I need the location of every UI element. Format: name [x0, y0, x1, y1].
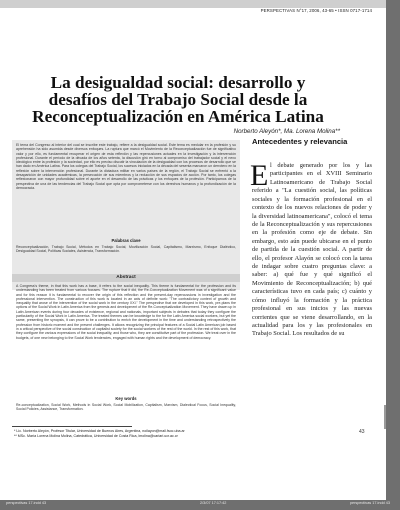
keywords-es-text: Reconceptualización, Trabajo Social, Métodos en Trabajo Social, Movilización Social, Capitalismo, Marxismo, Enfoque Dialéctico, Desigualdad Social, Políticas Sociales, Asistencia, Transformación. [16, 245, 236, 254]
slug-left: perspectivas 17.indd 43 [6, 501, 47, 505]
section-heading: Antecedentes y relevancia [252, 137, 348, 146]
abstract-label: Abstract [12, 274, 240, 282]
drop-cap: E [250, 159, 269, 192]
running-header: PERSPECTIVAS N°17, 2006, 43-65 • ISSN 0717-1714 [260, 8, 372, 13]
footnotes [14, 429, 236, 438]
section-body [250, 159, 372, 339]
footnote-1: * Lic. Norberto Aleyón, Profesor Titular, Universidad de Buenos Aires, Argentina, noilayon@mail.fsoc.uba.ar [14, 429, 185, 433]
section-body-text: l debate generado por los y las participantes en el XVIII Seminario Latinoamericano de Trabajo Social referido a "La cuestión social, las políticas sociales y la formación profesional en el contexto de los nuevos relaciones de poder y la diversidad latinoamericana", colocó el tema de la Reconceptualización y sus repercusiones en la profesión como eje de debate. Sin embargo, esto aún puede ubicarse en el punto de partida de la cuestión social. A partir de ello, el profesor Alayón se colocó con la tarea de indagar sobre cuatro preguntas clave: a saber: a) qué fue y qué significó el Movimiento de Reconceptualización; b) qué características tuvo en cada país; c) cuánto y cómo influyó la formación y la práctica profesional en sus inicios y las nuevas corrientes que se viene desarrollando, en la actualidad para los y las profesionales en Trabajo Social. Los resultados de su [252, 162, 372, 338]
header-bar [0, 0, 386, 8]
keywords-es-label: Palabras clave [111, 238, 141, 243]
article-title: La desigualdad social: desarrollo y desafíos del Trabajo Social desde la Reconceptualización en América Latina [32, 73, 324, 126]
page-number: 43 [359, 429, 365, 435]
slug-right: perspectivas 17.indd 43 [349, 501, 390, 505]
article-authors: Norberto Aleyón*, Ma. Lorena Molina** [233, 128, 340, 135]
footnote-2: ** MSc. María Lorena Molina Molina, Catedrática, Universidad de Costa Rica, lmolina@cariari.ucr.ac.cr [14, 433, 178, 438]
page-edge-tab [384, 405, 386, 429]
resumen-text: El tema del Congreso al interior del cual se inscribe este trabajo, refiere a la desigualdad social. Este tema es medular en la profesión y su aprehensión ha sido asumida desde diversos enfoques. La ruptura que marcó el Movimiento de la Reconceptualización fue de significativo valor y por ello, es fundamental recuperar el origen de esta reflexión y las repercusiones actuales en la investigación y la intervención profesional. Durante el período de la década de los años setenta, la discusión giró en torno al compromiso del trabajador social y el nexo ideológico entre la profesión y la sociedad, por ello es preciso discutir la vinculación de la desigualdad con los procesos de desarrollo que se han dado en América Latina. Para los colegas del Trabajo Social, los sucesos iniciados en la década del sesenta marcaron un derrotero en la reflexión sobre la intervención profesional. Durante la dictadura militar en varios países de la región, el Trabajo Social se enfrentó a la desaparición de unidades académicas, la persecución de sus miembros y la reducción de sus espacios de acción. Por tanto, los colegas reflexionaron con mayor profundidad sobre el aporte en el desarrollo de las prácticas y los enfoques de la profesión. Participamos de la perspectiva de una de las tendencias del Trabajo Social que opta por comprometerse con los derechos humanos y la profundización de la democracia. [16, 143, 236, 190]
abstract-text: A Congress's theme, in that this work has a base, it refers to the social inequality. This theme is fundamental for the profession and its understanding has been treated from various focuses. The rupture that it did, the Re-Conceptualization Movement was of a significant value and for this reason it is fundamental to recover the origin of this reflection and the present-day repercussions in investigation and the professional intervention. The construction of this work is located in an axis of definite work: "The contradictory context of growth and inequality that arose of the intervention of the social work in the century XXI." The perspective that we developed in this work, pre-plans the options of the Social Work in Latin America from the genesis and development of the Re-Conceptualization Movement. They have drawn up in Latin American events during four decades of existence, regional and nationals, important subjects in debates that today they configure the particularity of the Social Work in Latin America. The treated themes can be knowledge to the for the Latin America social workers, but yet the same, presenting the synopsis, it can prove to be a contribution to enrich the development in the time and understanding retrospectively the profession from historic moment and the present challenges. It allows recognizing the principal features of a Social Latin American job based in a critical perspective of the social construction of capitalist society for the social workers of the rest of the world. In the rest of this work, that they configure the various expressions of the social inequality, and those who, they are constitutive part of the profession. We treat over in the budgets, of one new belonging to the Social Work tendencies, engaged with human rights and the development of democracy. [16, 284, 236, 340]
slug-middle: 2/3/07 17:17:42 [200, 501, 227, 505]
keywords-en-label: Key words [115, 396, 137, 401]
footnote-rule [12, 426, 132, 427]
keywords-en-text: Re-conceptualization, Social Work, Methods in Social Work, Social Mobilization, Capitalism, Marxism, Dialectical Focus, Social Inequality, Social Policies, Assistance, Transformation. [16, 403, 236, 412]
